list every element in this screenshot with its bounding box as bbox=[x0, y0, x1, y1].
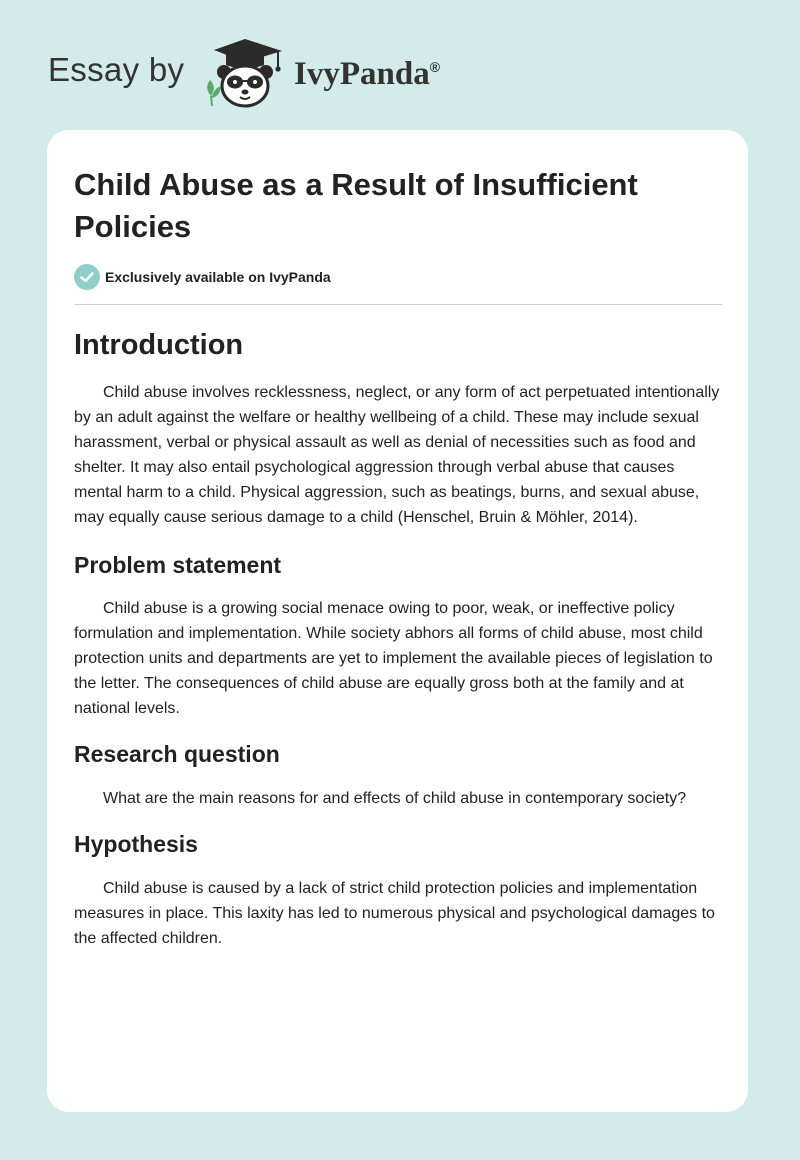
section-paragraph: Child abuse is caused by a lack of strict child protection policies and implementation measures in place. This laxity has led to numerous physical and psychological damages to the affected children. bbox=[74, 880, 715, 947]
panda-graduate-icon bbox=[200, 36, 290, 110]
section-hypothesis bbox=[74, 829, 722, 951]
exclusive-badge bbox=[74, 262, 722, 292]
essay-title: Child Abuse as a Result of Insufficient Policies bbox=[74, 167, 638, 244]
section-research-question bbox=[74, 739, 722, 811]
registered-mark: ® bbox=[429, 59, 441, 75]
section-paragraph: Child abuse involves recklessness, neglect, or any form of act perpetuated intentionally by an adult against the welfare or healthy wellbeing of a child. These may include sexual harassment, verbal or physical assault as well as denial of necessities such as food and shelter. It may also entail psychological aggression through verbal abuse that causes mental harm to a child. Physical aggression, such as beatings, burns, and sexual abuse, may equally cause serious damage to a child (Henschel, Bruin & Möhler, 2014). bbox=[74, 384, 720, 526]
check-circle-icon bbox=[74, 264, 100, 290]
section-paragraph: What are the main reasons for and effects of child abuse in contemporary society? bbox=[103, 790, 687, 807]
section-heading: Hypothesis bbox=[74, 831, 198, 857]
section-heading: Introduction bbox=[74, 329, 244, 361]
badge-text: Exclusively available on IvyPanda bbox=[105, 269, 331, 285]
section-heading: Problem statement bbox=[74, 552, 282, 578]
section-paragraph: Child abuse is a growing social menace owing to poor, weak, or ineffective policy formulation and implementation. While society abhors all forms of child abuse, most child protection units and departments are yet to implement the available pieces of legislation to the letter. The consequences of child abuse are equally gross both at the family and at national levels. bbox=[74, 600, 713, 717]
brand-header[interactable] bbox=[48, 36, 488, 112]
brand-name: IvyPanda® bbox=[294, 56, 441, 92]
section-problem-statement bbox=[74, 550, 722, 721]
essay-card bbox=[47, 130, 748, 1112]
brand-prefix: Essay by bbox=[48, 51, 185, 88]
section-heading: Research question bbox=[74, 741, 280, 767]
section-introduction bbox=[74, 328, 722, 530]
title-divider bbox=[74, 304, 722, 305]
